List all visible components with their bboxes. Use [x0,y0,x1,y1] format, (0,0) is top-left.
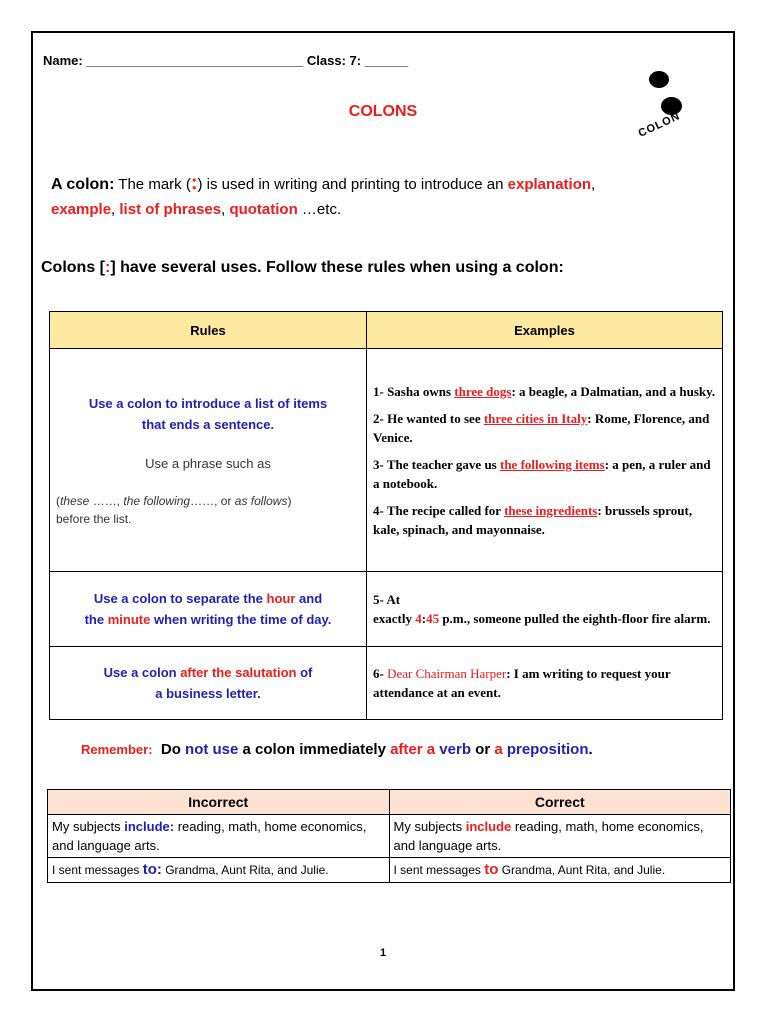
name-blank[interactable]: ______________________________ [86,53,304,68]
example-highlight: three dogs [454,383,512,399]
rule-text-part: . [257,686,261,701]
rule-phrase-text: the following [123,493,191,508]
rule-phrase-text: before the list. [56,511,132,526]
table-row [50,572,723,647]
remember-label: Remember: [81,742,153,757]
rule-keyword: hour [266,591,296,606]
rule-text-part: Use a colon to separate the [93,591,267,606]
rule-text-part: Use a colon [103,665,181,680]
remember-text: Do [152,741,186,758]
incorrect-example-1 [48,815,390,858]
remember-keyword: verb [439,741,471,758]
example-text: p.m., someone pulled the eighth-floor fire alarm. [439,611,711,626]
example-text: : I am writing to request your attendance at an event. [373,666,671,700]
ic-keyword: include [465,819,512,834]
incorrect-header: Incorrect [48,790,390,815]
definition-text: ) is used in writing and printing to introduce an [197,176,508,193]
rule-text-part: of [296,665,313,680]
ic-text: My subjects [52,819,125,834]
example-letter-cell [367,647,723,720]
worksheet-page [31,31,735,991]
example-time-cell [367,572,723,647]
definition-text: , [221,201,230,218]
page-number: 1 [379,947,387,959]
uses-text: ] have several uses. Follow these rules when using a colon: [110,259,564,276]
example-highlight: the following items [499,456,605,472]
rule-list-cell [50,349,367,572]
rule-text [56,662,360,683]
rule-note: Use a phrase such as [145,455,271,471]
example-text: exactly [373,611,416,626]
class-label: Class: 7: [306,53,362,68]
rules-header-row [50,312,723,349]
table-row [50,647,723,720]
rules-header: Rules [50,312,367,349]
rule-time-cell [50,572,367,647]
remember-keyword: not use [185,741,239,758]
rule-text [56,609,360,630]
rule-text-part: and [295,591,323,606]
example-highlight: three cities in Italy [483,410,588,426]
rule-text: that ends a sentence. [141,416,275,432]
example-text: : Rome, Florence, and Venice. [373,410,710,445]
example-text: 3- The teacher gave us [373,456,500,472]
rule-phrase-list [56,492,360,528]
rule-phrase-text: these [60,493,90,508]
ic-text: reading, math, home economics, and language arts. [393,819,704,853]
colon-mark: : [105,259,111,276]
example-1 [373,382,716,401]
rule-phrase-text: ……, or [190,493,235,508]
rule-keyword: minute [107,612,151,627]
example-text: 5- At [373,592,401,607]
remember-text: or [470,741,495,758]
example-highlight: these ingredients [504,502,598,518]
colon-logo-icon [613,69,713,149]
example-highlight: Dear Chairman Harper [387,666,507,681]
remember-keyword: preposition [506,741,589,758]
rule-phrase-text: ( [56,493,60,508]
example-6 [373,664,716,702]
remember-keyword: after a [390,741,436,758]
name-label: Name: [43,53,83,68]
keyword-example: example [51,201,112,218]
rule-keyword: after the salutation [180,665,297,680]
ic-text: I sent messages [52,863,143,877]
example-text: 6- [373,666,388,681]
definition-text: …etc. [297,201,342,218]
colon-logo-word: COLON [636,110,683,140]
uses-heading [41,259,564,277]
definition-text: The mark ( [114,176,191,193]
name-class-line [43,53,408,68]
class-blank[interactable]: ______ [364,53,409,68]
rule-letter-cell [50,647,367,720]
example-text: : brussels sprout, kale, spinach, and mayonnaise. [373,502,693,537]
keyword-list-of-phrases: list of phrases [119,201,222,218]
rule-text: Use a colon to introduce a list of items [88,395,328,411]
example-text: : a beagle, a Dalmatian, and a husky. [511,383,716,399]
uses-text: Colons [ [41,259,105,276]
table-row [50,349,723,572]
examples-header: Examples [367,312,723,349]
correct-example-2 [389,858,731,883]
ic-text: Grandma, Aunt Rita, and Julie. [161,863,329,877]
colon-dot-top [649,71,669,88]
remember-keyword: a [494,741,503,758]
rule-phrase-text: as follows [234,493,288,508]
example-2 [373,409,716,447]
rule-text-part: the [84,612,108,627]
definition-text: , [591,176,596,193]
ic-text: reading, math, home economics, and language arts. [52,819,367,853]
correct-example-1 [389,815,731,858]
example-text: 2- He wanted to see [373,410,484,426]
ic-keyword: to [484,861,499,878]
ic-keyword: to: [142,861,162,878]
incorrect-example-2 [48,858,390,883]
remember-note [81,741,593,758]
rule-phrase-text: ) [287,493,292,508]
remember-text: a colon immediately [238,741,391,758]
example-highlight: 4 [415,611,422,626]
keyword-explanation: explanation [507,176,592,193]
rule-text [56,588,360,609]
example-list-cell [367,349,723,572]
example-4 [373,501,716,539]
table-row [48,815,731,858]
definition-lead: A colon: [51,176,115,193]
rule-phrase-text: ……, [89,493,124,508]
rule-text-part: when writing the time of day. [150,612,332,627]
example-text: 1- Sasha owns [373,383,455,399]
ic-text: I sent messages [393,863,485,877]
example-text: : a pen, a ruler and a notebook. [373,456,711,491]
remember-text: . [588,741,593,758]
ic-keyword: include: [124,819,175,834]
rule-text-part: a business letter [155,686,258,701]
example-highlight: 45 [426,611,440,626]
colon-definition [51,171,721,222]
ic-text: My subjects [393,819,466,834]
incorrect-correct-table [47,789,731,883]
definition-text: , [111,201,120,218]
example-text: 4- The recipe called for [373,502,505,518]
example-3 [373,455,716,493]
correct-header: Correct [389,790,731,815]
rule-text [56,683,360,704]
keyword-quotation: quotation [229,201,298,218]
page-title: COLONS [348,103,418,120]
table-row [48,858,731,883]
rules-table [49,311,723,720]
example-5 [373,590,716,628]
colon-mark: : [190,172,198,194]
ic-text: Grandma, Aunt Rita, and Julie. [498,863,666,877]
example-text: : [421,611,427,626]
ic-header-row [48,790,731,815]
